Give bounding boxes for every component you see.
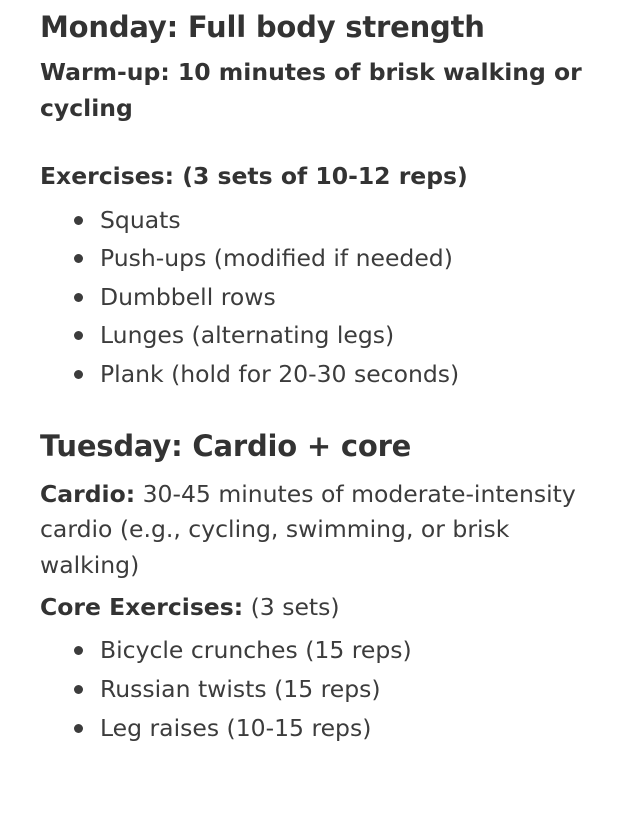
cardio-paragraph: [40, 477, 606, 584]
list-item: Squats: [68, 201, 606, 240]
list-item: Dumbbell rows: [68, 278, 606, 317]
exercises-heading: Exercises: (3 sets of 10-12 reps): [40, 161, 468, 190]
list-item: Leg raises (10-15 reps): [68, 709, 606, 748]
section-title-monday: Monday: Full body strength: [40, 10, 485, 44]
warmup-paragraph: [40, 55, 606, 126]
section-tuesday: [40, 429, 606, 747]
core-exercises-sets: (3 sets): [243, 592, 340, 621]
core-exercises-label: Core Exercises:: [40, 592, 244, 621]
cardio-label: Cardio:: [40, 479, 136, 508]
cardio-text: 30-45 minutes of moderate-intensity cardio (e.g., cycling, swimming, or brisk walking): [40, 479, 576, 579]
section-monday: [40, 10, 606, 393]
exercises-list: [40, 201, 606, 394]
warmup-label: Warm-up:: [40, 58, 170, 87]
core-exercises-list: [40, 631, 606, 747]
list-item: Bicycle crunches (15 reps): [68, 631, 606, 670]
section-title-tuesday: Tuesday: Cardio + core: [40, 429, 412, 464]
core-exercises-heading: [40, 590, 606, 626]
list-item: Russian twists (15 reps): [68, 670, 606, 709]
spacer: [40, 133, 606, 159]
list-item: Lunges (alternating legs): [68, 316, 606, 355]
list-item: Plank (hold for 20-30 seconds): [68, 355, 606, 394]
warmup-text: 10 minutes of brisk walking or cycling: [40, 58, 582, 123]
list-item: Push-ups (modified if needed): [68, 239, 606, 278]
